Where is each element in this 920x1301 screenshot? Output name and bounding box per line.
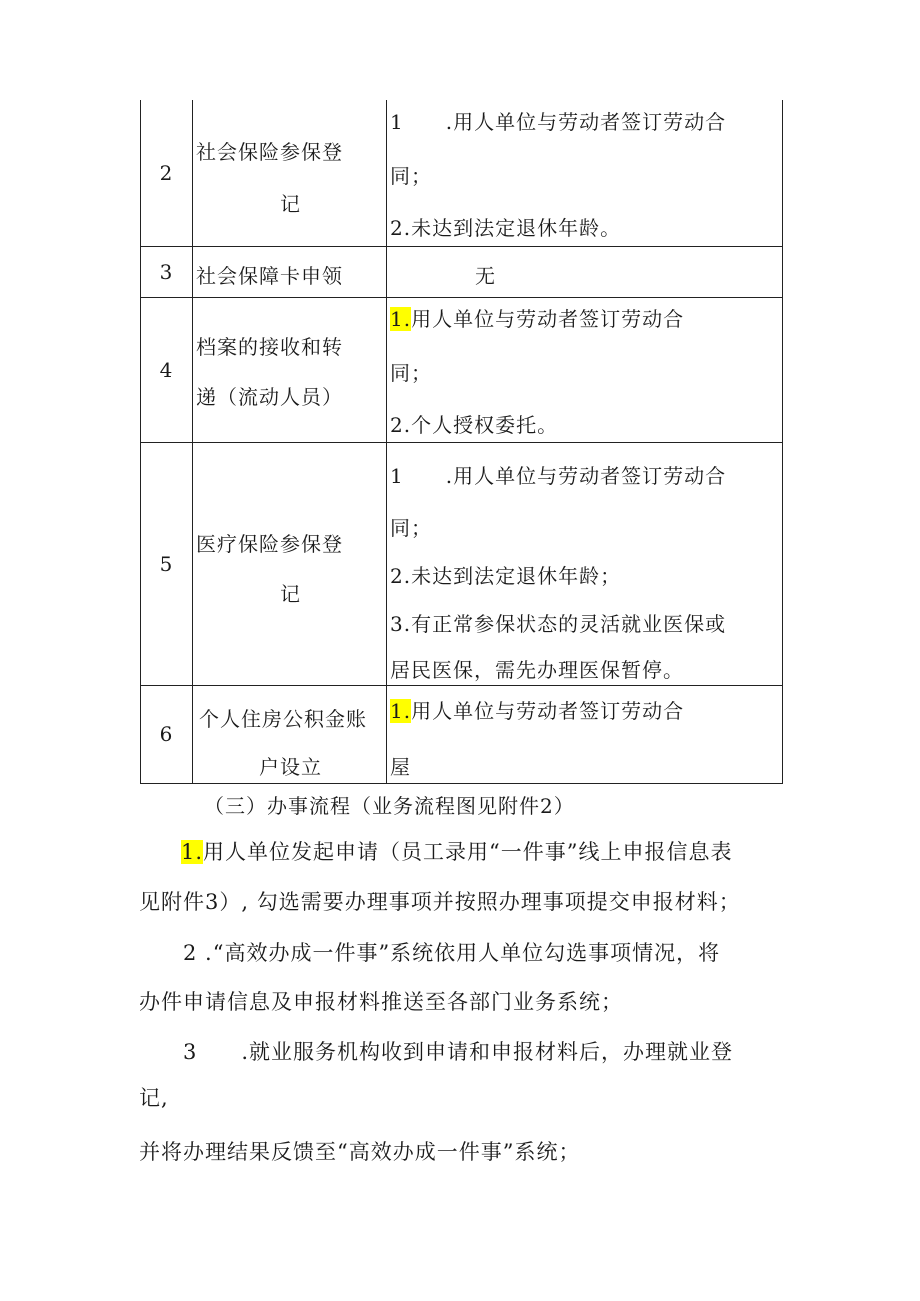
- table-row: [140, 685, 783, 784]
- paragraph-3-line-3: 并将办理结果反馈至“高效办成一件事”系统；: [139, 1140, 581, 1164]
- paragraph-2-line-2: 办件申请信息及申报材料推送至各部门业务系统；: [139, 990, 623, 1014]
- row-item: 社会保障卡申领: [196, 264, 343, 288]
- row-number: 4: [159, 357, 173, 382]
- row-item: 个人住房公积金账 户设立: [199, 707, 367, 779]
- row-conditions: 1.用人单位与劳动者签订劳动合 屋: [390, 699, 685, 779]
- paragraph-3-line-2: 记,: [139, 1086, 169, 1110]
- paragraph-1-line-1: 1.用人单位发起申请（员工录用“一件事”线上申报信息表: [181, 840, 733, 864]
- row-conditions: 无: [475, 264, 496, 288]
- highlighted-number: 1.: [390, 699, 412, 723]
- table-row: [140, 297, 783, 443]
- row-conditions: 1.用人单位与劳动者签订劳动合 同； 2.个人授权委托。: [390, 307, 685, 437]
- table-row: [140, 246, 783, 298]
- table-row: [140, 442, 783, 686]
- highlighted-number: 1.: [181, 840, 204, 864]
- row-item: 档案的接收和转 递（流动人员）: [196, 335, 343, 409]
- row-item: 医疗保险参保登 记: [196, 532, 343, 606]
- highlighted-number: 1.: [390, 307, 412, 331]
- row-number: 5: [159, 551, 173, 576]
- row-number: 2: [159, 161, 173, 185]
- row-number: 6: [159, 722, 173, 746]
- row-item: 社会保险参保登 记: [196, 140, 343, 216]
- paragraph-3-line-1: 3 .就业服务机构收到申请和申报材料后，办理就业登: [183, 1040, 734, 1064]
- section-heading: （三）办事流程（业务流程图见附件2）: [204, 794, 575, 818]
- table-row: [140, 100, 783, 247]
- paragraph-2-line-1: 2 .“高效办成一件事”系统依用人单位勾选事项情况，将: [183, 941, 721, 965]
- row-conditions: 1 .用人单位与劳动者签订劳动合 同； 2.未达到法定退休年龄； 3.有正常参保状态的灵活就业医保或 居民医保，需先办理医保暂停。: [390, 464, 727, 682]
- paragraph-1-line-2: 见附件3）, 勾选需要办理事项并按照办理事项提交申报材料；: [139, 890, 741, 914]
- row-number: 3: [159, 259, 173, 284]
- row-conditions: 1 .用人单位与劳动者签订劳动合 同； 2.未达到法定退休年龄。: [390, 110, 727, 240]
